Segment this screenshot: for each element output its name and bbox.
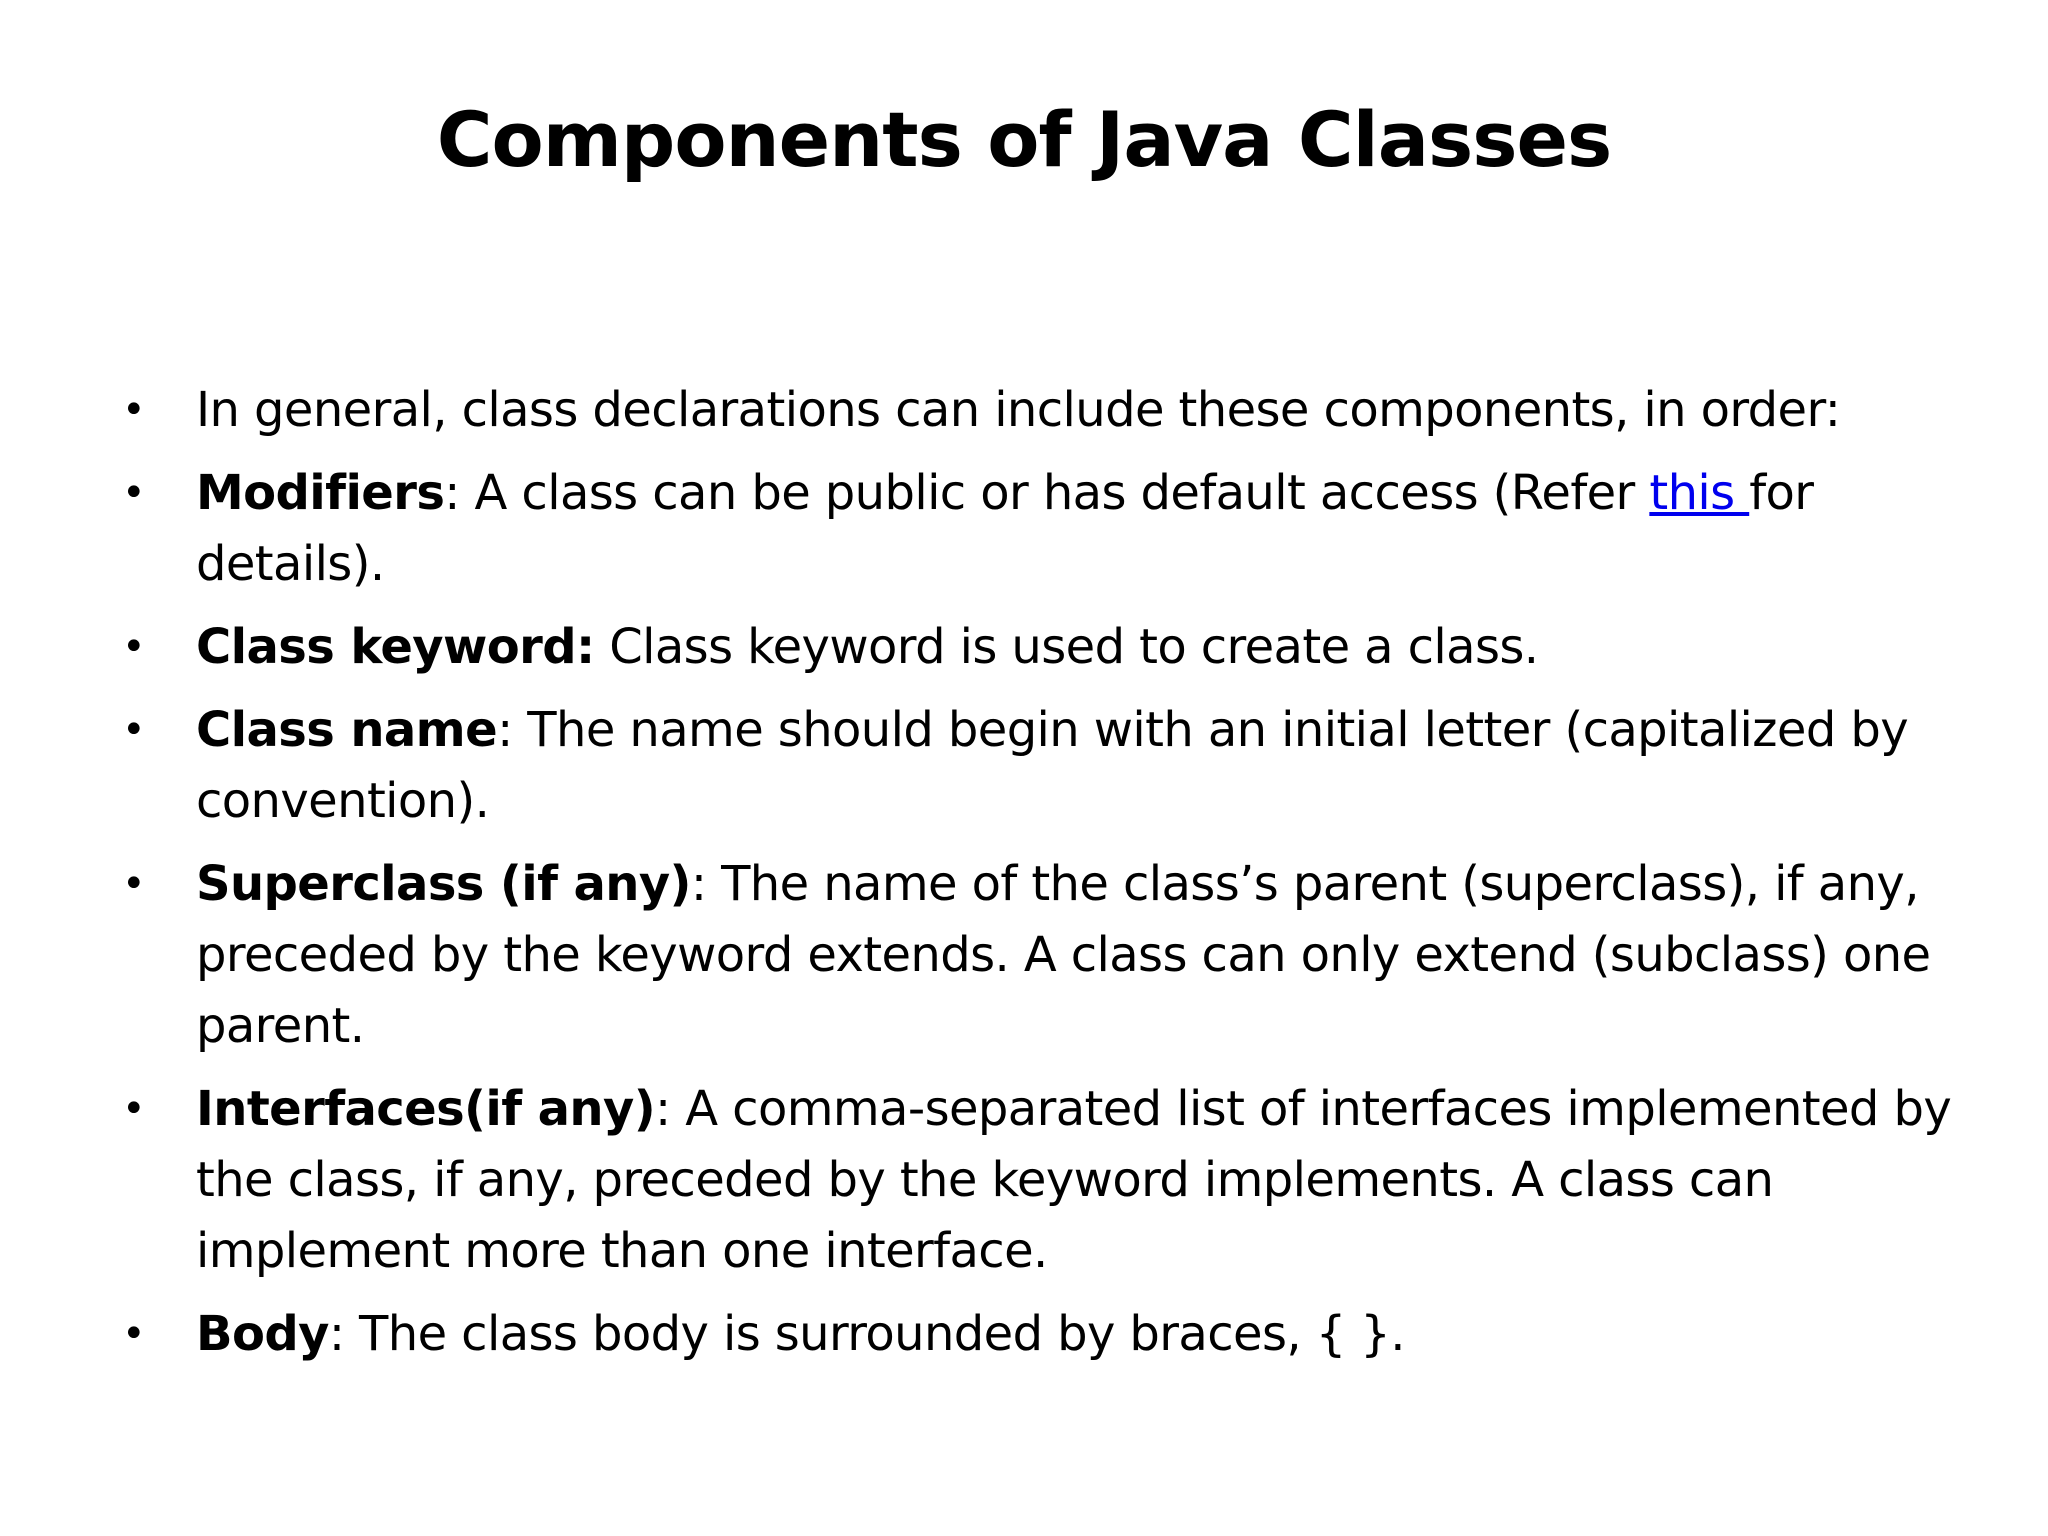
- bullet-item-class-keyword: [0, 612, 2048, 683]
- bullet-term: Interfaces(if any): [196, 1081, 656, 1137]
- bullet-text: : A comma-separated list of interfaces implemented by the class, if any, preceded by the keyword implements. A class can implement more than one interface.: [196, 1081, 1952, 1279]
- bullet-text-after: for details).: [196, 465, 1814, 592]
- bullet-text: : The name should begin with an initial letter (capitalized by convention).: [196, 702, 1909, 829]
- bullet-text: Class keyword is used to create a class.: [594, 619, 1539, 675]
- bullet-term: Class keyword:: [196, 619, 595, 675]
- bullet-icon: •: [122, 707, 145, 753]
- bullet-item-intro: [0, 375, 2048, 446]
- bullet-text: : A class can be public or has default access (Refer: [444, 465, 1650, 521]
- bullet-text: : The class body is surrounded by braces, { }.: [328, 1306, 1405, 1362]
- bullet-term: Superclass (if any): [196, 856, 691, 912]
- bullet-icon: •: [122, 1311, 145, 1357]
- bullet-term: Modifiers: [196, 465, 445, 521]
- bullet-item-modifiers: [0, 458, 2048, 600]
- bullet-text: In general, class declarations can include these components, in order:: [196, 382, 1841, 438]
- bullet-term: Body: [196, 1306, 329, 1362]
- bullet-icon: •: [122, 1086, 145, 1132]
- bullet-item-class-name: [0, 695, 2048, 837]
- bullet-text: : The name of the class’s parent (superclass), if any, preceded by the keyword extends. A class can only extend (subclass) one parent.: [196, 856, 1931, 1054]
- bullet-item-interfaces: [0, 1074, 2048, 1287]
- bullet-item-superclass: [0, 849, 2048, 1062]
- bullet-term: Class name: [196, 702, 498, 758]
- bullet-icon: •: [122, 387, 145, 433]
- bullet-item-body: [0, 1299, 2048, 1370]
- bullet-icon: •: [122, 470, 145, 516]
- bullet-icon: •: [122, 624, 145, 670]
- refer-this-link[interactable]: this: [1649, 465, 1750, 521]
- bullet-icon: •: [122, 861, 145, 907]
- slide-title: Components of Java Classes: [436, 95, 1612, 184]
- bullet-list: [0, 375, 2048, 1382]
